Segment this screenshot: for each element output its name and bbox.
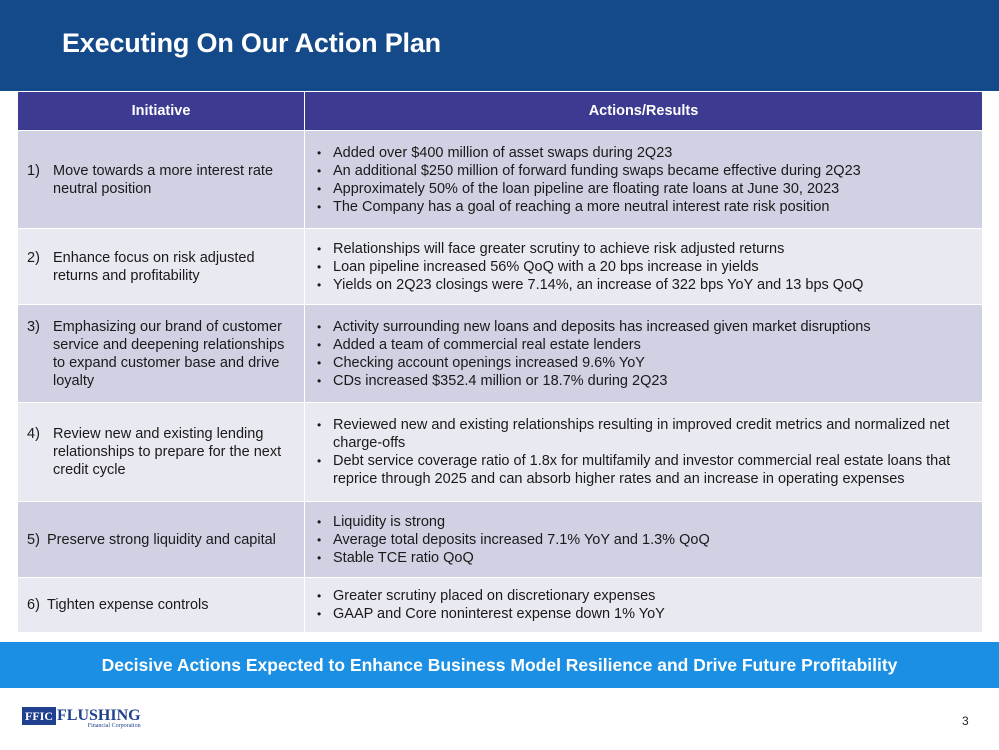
list-item: • Yields on 2Q23 closings were 7.14%, an increase of 322 bps YoY and 13 bps QoQ xyxy=(317,276,864,293)
initiative-cell xyxy=(18,578,305,633)
initiative-number: 2) xyxy=(27,249,40,266)
list-item: • Liquidity is strong xyxy=(317,513,446,530)
initiative-text: Tighten expense controls xyxy=(47,597,209,613)
bullet-icon: • xyxy=(317,259,322,274)
table-header-row xyxy=(18,92,983,131)
bullet-icon: • xyxy=(317,589,322,603)
initiative-text: Move towards a more interest rate neutral position xyxy=(53,162,274,197)
list-item: • Loan pipeline increased 56% QoQ with a 20 bps increase in yields xyxy=(317,258,759,275)
list-item: • GAAP and Core noninterest expense down 1% YoY xyxy=(317,606,665,622)
initiative-cell xyxy=(18,305,305,403)
initiative-number: 5) xyxy=(27,531,40,548)
bullet-icon: • xyxy=(317,550,322,565)
actions-cell xyxy=(305,229,983,305)
initiative-number: 4) xyxy=(27,426,40,442)
bullet-icon: • xyxy=(317,454,322,468)
bullet-icon: • xyxy=(317,373,322,388)
company-logo xyxy=(22,707,141,733)
actions-cell xyxy=(305,403,983,502)
slide-title: Executing On Our Action Plan xyxy=(62,28,441,58)
bullet-icon: • xyxy=(317,355,322,370)
page-number: 3 xyxy=(962,714,969,728)
initiative-cell xyxy=(18,131,305,229)
initiative-cell xyxy=(18,403,305,502)
list-item: • Reviewed new and existing relationships resulting in improved credit metrics and normalized net charge-offs xyxy=(317,417,950,451)
bullet-icon: • xyxy=(317,514,322,529)
initiative-text: Enhance focus on risk adjusted returns and profitability xyxy=(53,249,255,284)
bullet-icon: • xyxy=(317,532,322,547)
actions-cell xyxy=(305,502,983,578)
initiative-cell xyxy=(18,502,305,578)
actions-cell xyxy=(305,578,983,633)
slide-header xyxy=(0,0,999,91)
logo-subtitle: Financial Corporation xyxy=(87,723,141,729)
bullet-icon: • xyxy=(317,418,322,432)
initiative-number: 6) xyxy=(27,597,40,613)
list-item: • Approximately 50% of the loan pipeline are floating rate loans at June 30, 2023 xyxy=(317,180,840,197)
bullet-icon: • xyxy=(317,181,322,196)
bullet-icon: • xyxy=(317,199,322,214)
initiative-number: 3) xyxy=(27,318,40,335)
list-item: • Activity surrounding new loans and deposits has increased given market disruptions xyxy=(317,318,871,335)
list-item: • Average total deposits increased 7.1% YoY and 1.3% QoQ xyxy=(317,531,710,548)
bullet-icon: • xyxy=(317,337,322,352)
list-item: • Stable TCE ratio QoQ xyxy=(317,549,474,566)
column-header-initiative: Initiative xyxy=(18,92,305,131)
table-row xyxy=(18,578,983,633)
actions-cell xyxy=(305,305,983,403)
list-item: • Added a team of commercial real estate lenders xyxy=(317,336,641,353)
action-plan-table xyxy=(17,91,983,633)
table-row xyxy=(18,305,983,403)
list-item: • CDs increased $352.4 million or 18.7% during 2Q23 xyxy=(317,372,668,389)
list-item: • Debt service coverage ratio of 1.8x for multifamily and investor commercial real estate loans that reprice through 2025 and can absorb higher rates and an increase in operating expenses xyxy=(317,453,951,487)
actions-cell xyxy=(305,131,983,229)
list-item: • Added over $400 million of asset swaps during 2Q23 xyxy=(317,144,673,161)
table-row xyxy=(18,131,983,229)
list-item: • Greater scrutiny placed on discretionary expenses xyxy=(317,588,656,604)
bullet-icon: • xyxy=(317,145,322,160)
table-row xyxy=(18,229,983,305)
initiative-cell xyxy=(18,229,305,305)
bullet-icon: • xyxy=(317,163,322,178)
logo-wordmark xyxy=(57,707,141,730)
initiative-text: Preserve strong liquidity and capital xyxy=(47,531,276,548)
list-item: • Checking account openings increased 9.6% YoY xyxy=(317,354,645,371)
conclusion-banner: Decisive Actions Expected to Enhance Business Model Resilience and Drive Future Profitability xyxy=(0,642,999,688)
initiative-number: 1) xyxy=(27,162,40,179)
list-item: • Relationships will face greater scrutiny to achieve risk adjusted returns xyxy=(317,240,785,257)
bullet-icon: • xyxy=(317,241,322,256)
list-item: • An additional $250 million of forward funding swaps became effective during 2Q23 xyxy=(317,162,861,179)
logo-word: FLUSHING xyxy=(57,707,141,724)
bullet-icon: • xyxy=(317,607,322,621)
list-item: • The Company has a goal of reaching a more neutral interest rate risk position xyxy=(317,198,830,215)
bullet-icon: • xyxy=(317,319,322,334)
bullet-icon: • xyxy=(317,277,322,292)
table-row xyxy=(18,403,983,502)
initiative-text: Review new and existing lending relationships to prepare for the next credit cycle xyxy=(53,426,282,478)
initiative-text: Emphasizing our brand of customer service and deepening relationships to expand customer base and drive loyalty xyxy=(53,318,285,389)
column-header-actions: Actions/Results xyxy=(305,92,983,131)
logo-box: FFIC xyxy=(22,707,56,725)
table-row xyxy=(18,502,983,578)
